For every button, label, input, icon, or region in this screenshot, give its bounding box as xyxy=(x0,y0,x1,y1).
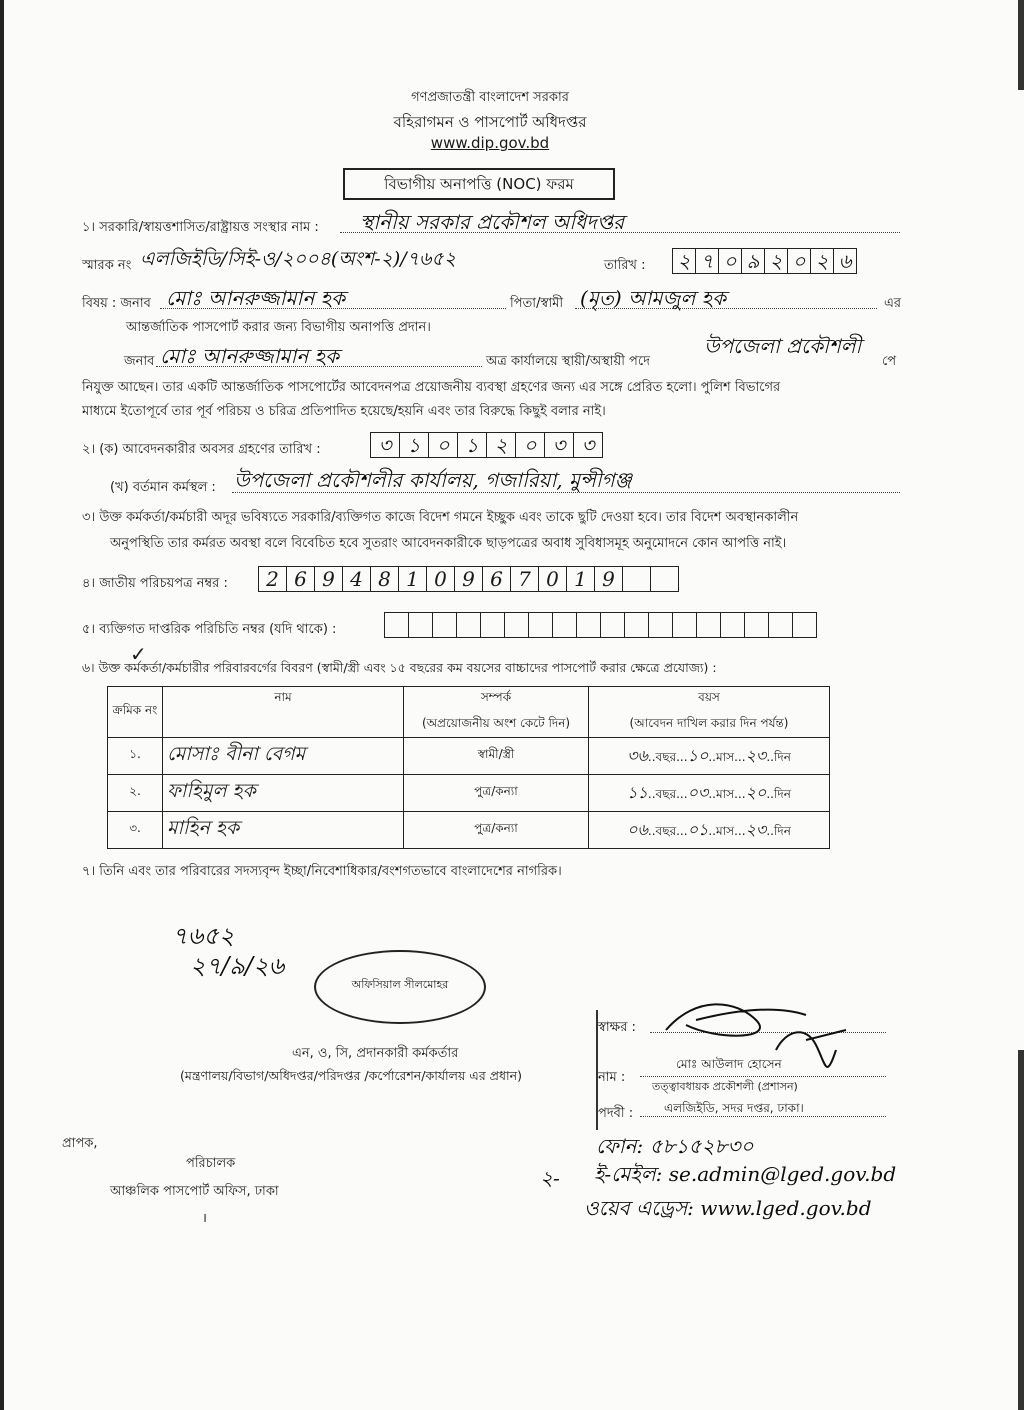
memo-label: স্মারক নং xyxy=(82,258,132,273)
nid-digit: 7 xyxy=(511,567,539,591)
signer-office: এলজিইডি, সদর দপ্তর, ঢাকা। xyxy=(664,1101,804,1115)
row-relation: স্বামী/স্ত্রী xyxy=(404,738,589,775)
signer-post: তত্ত্বাবধায়ক প্রকৌশলী (প্রশাসন) xyxy=(652,1080,798,1093)
body-prefix: জনাব xyxy=(124,354,155,369)
unit-month: মাস xyxy=(716,823,735,838)
unit-day: দিন xyxy=(773,749,791,764)
subject-label: বিষয় : জনাব xyxy=(82,296,151,311)
item2b-label: (খ) বর্তমান কর্মস্থল : xyxy=(110,480,216,495)
age-months: ০৩ xyxy=(687,782,709,802)
row-relation: পুত্র/কন্যা xyxy=(404,812,589,849)
body-line2: নিযুক্ত আছেন। তার একটি আন্তর্জাতিক পাসপোর্টের আবেদনপত্র প্রয়োজনীয় ব্যবস্থা গ্রহণের জন্য এর সঙ্গে প্রেরিত হলো। পুলিশ বিভাগের xyxy=(82,380,781,395)
seal-text: অফিসিয়াল সীলমোহর xyxy=(351,978,449,991)
item4-label: ৪। জাতীয় পরিচয়পত্র নম্বর : xyxy=(82,576,228,591)
date-label: তারিখ : xyxy=(604,258,646,273)
handwritten-date: ২৭/৯/২৬ xyxy=(190,952,285,980)
scan-edge-right-lower xyxy=(1018,1050,1024,1410)
retirement-date-boxes xyxy=(370,432,603,458)
body-suffix: পে xyxy=(882,354,897,369)
nid-digit: 9 xyxy=(315,567,343,591)
recipient-office: আঞ্চলিক পাসপোর্ট অফিস, ঢাকা xyxy=(110,1184,279,1199)
th-relation: সম্পর্ক xyxy=(480,690,512,704)
issuer-title: এন, ও, সি, প্রদানকারী কর্মকর্তার xyxy=(292,1046,459,1061)
family-table xyxy=(107,686,830,849)
item2b-value: উপজেলা প্রকৌশলীর কার্যালয়, গজারিয়া, মুন্সীগঞ্জ xyxy=(234,468,632,492)
body-mid: অত্র কার্যালয়ে স্থায়ী/অস্থায়ী পদে xyxy=(486,354,650,369)
nid-digit: 1 xyxy=(399,567,427,591)
nid-digit: 0 xyxy=(539,567,567,591)
retire-digit: ২ xyxy=(487,433,516,457)
retire-digit: ১ xyxy=(458,433,487,457)
contact-bullet: ২- xyxy=(540,1166,560,1190)
father-label: পিতা/স্বামী xyxy=(510,296,564,311)
nid-digit: 8 xyxy=(371,567,399,591)
row-name: ফাহিমুল হক xyxy=(163,775,404,812)
row-serial: ২. xyxy=(108,775,163,812)
contact-email: ই-মেইল: se.admin@lged.gov.bd xyxy=(594,1162,897,1186)
post-dotline xyxy=(640,1116,886,1117)
handwritten-memo: ৭৬৫২ xyxy=(172,922,235,950)
retire-digit: ০ xyxy=(516,433,545,457)
date-digit: ৯ xyxy=(742,249,765,273)
item5-label: ৫। ব্যক্তিগত দাপ্তরিক পরিচিতি নম্বর (যদি থাকে) : xyxy=(82,622,337,637)
retire-digit: ১ xyxy=(400,433,429,457)
form-title: বিভাগীয় অনাপত্তি (NOC) ফরম xyxy=(343,168,615,200)
name-label: নাম : xyxy=(598,1070,626,1085)
recipient-end: । xyxy=(202,1211,207,1226)
unit-month: মাস xyxy=(715,786,735,801)
father-dotline xyxy=(575,308,877,309)
scan-edge-right xyxy=(1018,0,1024,90)
tick-mark-icon: ✓ xyxy=(130,642,147,666)
item3-line2: অনুপস্থিতি তার কর্মরত অবস্থা বলে বিবেচিত হবে সুতরাং আবেদনকারীকে ছাড়পত্রের অবাধ সুবিধাসমূহ অনুমোদনে কোন আপত্তি নাই। xyxy=(110,536,787,551)
item1-value: স্থানীয় সরকার প্রকৌশল অধিদপ্তর xyxy=(360,210,625,234)
nid-digit: 4 xyxy=(343,567,371,591)
nid-digit: 9 xyxy=(595,567,623,591)
nid-digit: 0 xyxy=(427,567,455,591)
date-digit: ৬ xyxy=(838,249,852,273)
unit-day: দিন xyxy=(773,786,791,801)
subject-dotline xyxy=(160,308,506,309)
age-years: ১১ xyxy=(627,782,648,802)
row-relation: পুত্র/কন্যা xyxy=(404,775,589,812)
date-digit: ২ xyxy=(811,249,834,273)
nid-digit: 2 xyxy=(259,567,287,591)
post-label: পদবী : xyxy=(598,1106,634,1121)
item2b-dotline xyxy=(232,492,900,493)
table-row xyxy=(108,812,830,849)
row-serial: ৩. xyxy=(108,812,163,849)
sign-label: স্বাক্ষর : xyxy=(598,1020,636,1035)
table-row xyxy=(108,738,830,775)
row-age: ০৬..বছর...০১..মাস...২৩..দিন xyxy=(589,812,830,849)
memo-value: এলজিইডি/সিই-ও/২০০৪(অংশ-২)/৭৬৫২ xyxy=(140,248,457,270)
recipient-title: পরিচালক xyxy=(186,1156,236,1171)
item1-dotline xyxy=(340,232,900,233)
item6-label: ৬। উক্ত কর্মকর্তা/কর্মচারীর পরিবারবর্গের বিবরণ (স্বামী/স্ত্রী এবং ১৫ বছরের কম বয়সের বাচ্চাদের পাসপোর্ট করার ক্ষেত্রে প্রযোজ্য) : xyxy=(82,660,717,675)
date-digit: ২ xyxy=(765,249,788,273)
age-years: ৩৬ xyxy=(627,745,648,765)
subject-name: মোঃ আনরুজ্জামান হক xyxy=(166,286,346,310)
unit-month: মাস xyxy=(716,749,735,764)
table-row xyxy=(108,775,830,812)
body-line3: মাধ্যমে ইতোপূর্বে তার পূর্ব পরিচয় ও চরিত্র প্রতিপাদিত হয়েছে/হয়নি এবং তার বিরুদ্ধে কিছুই বলার নাই। xyxy=(82,404,606,419)
nid-boxes xyxy=(258,566,679,592)
th-name: নাম xyxy=(163,687,404,738)
item2a-label: ২। (ক) আবেদনকারীর অবসর গ্রহণের তারিখ : xyxy=(82,442,321,457)
retire-digit: ০ xyxy=(429,433,458,457)
age-days: ২৩ xyxy=(745,745,767,765)
scan-edge-left xyxy=(0,0,4,1410)
retire-digit: ৩ xyxy=(581,433,595,457)
father-name: (মৃত) আমজুল হক xyxy=(580,286,727,310)
th-relation-note: (অপ্রয়োজনীয় অংশ কেটে দিন) xyxy=(421,716,571,730)
body-post: উপজেলা প্রকৌশলী xyxy=(704,334,862,358)
unit-year: বছর xyxy=(655,823,677,838)
issuer-title2: (মন্ত্রণালয়/বিভাগ/অধিদপ্তর/পরিদপ্তর /কর্পোরেশন/কার্যালয় এর প্রধান) xyxy=(180,1068,522,1083)
row-name: মাহিন হক xyxy=(163,812,404,849)
retire-digit: ৩ xyxy=(371,433,400,457)
name-dotline xyxy=(640,1076,886,1077)
contact-web: ওয়েব এড্রেস: www.lged.gov.bd xyxy=(584,1196,872,1220)
row-serial: ১. xyxy=(108,738,163,775)
header-line2: বহিরাগমন ও পাসপোর্ট অধিদপ্তর xyxy=(393,113,587,131)
nid-digit xyxy=(623,567,651,591)
nid-digit xyxy=(651,567,678,591)
date-digit: ২ xyxy=(673,249,696,273)
th-serial: ক্রমিক নং xyxy=(108,687,163,738)
body-name: মোঃ আনরুজ্জামান হক xyxy=(160,344,340,368)
row-age: ১১..বছর...০৩..মাস...২০..দিন xyxy=(589,775,830,812)
header-website: www.dip.gov.bd xyxy=(430,134,550,152)
nid-digit: 1 xyxy=(567,567,595,591)
item7-text: ৭। তিনি এবং তার পরিবারের সদস্যবৃন্দ ইচ্ছা/নিবেশাধিকার/বংশগতভাবে বাংলাদেশের নাগরিক। xyxy=(82,864,562,879)
item3-line1: ৩। উক্ত কর্মকর্তা/কর্মচারী অদূর ভবিষ্যতে সরকারি/ব্যক্তিগত কাজে বিদেশ গমনে ইচ্ছুক এবং তাকে ছুটি দেওয়া হবে। তার বিদেশ অবস্থানকালীন xyxy=(82,510,799,525)
item1-label: ১। সরকারি/স্বায়ত্তশাসিত/রাষ্ট্রায়ত্ত সংস্থার নাম : xyxy=(82,220,319,235)
age-days: ২০ xyxy=(745,782,767,802)
row-age: ৩৬..বছর...১০..মাস...২৩..দিন xyxy=(589,738,830,775)
retire-digit: ৩ xyxy=(545,433,574,457)
nid-digit: 6 xyxy=(287,567,315,591)
recipient-prefix: প্রাপক, xyxy=(62,1136,98,1151)
subject-line2: আন্তর্জাতিক পাসপোর্ট করার জন্য বিভাগীয় অনাপত্তি প্রদান। xyxy=(126,320,431,335)
unit-year: বছর xyxy=(655,749,677,764)
unit-year: বছর xyxy=(655,786,677,801)
date-boxes xyxy=(672,248,857,274)
body-name-dotline xyxy=(156,366,482,367)
contact-phone: ফোন: ৫৮১৫২৮৩০ xyxy=(596,1134,754,1158)
date-digit: ০ xyxy=(719,249,742,273)
subject-suffix: এর xyxy=(884,296,902,311)
official-seal xyxy=(314,950,486,1024)
header-line1: গণপ্রজাতন্ত্রী বাংলাদেশ সরকার xyxy=(411,90,569,105)
nid-digit: 9 xyxy=(455,567,483,591)
official-id-boxes xyxy=(384,612,817,638)
age-months: ০১ xyxy=(687,819,709,839)
date-digit: ০ xyxy=(788,249,811,273)
th-age: বয়স xyxy=(698,690,720,704)
age-years: ০৬ xyxy=(627,819,648,839)
signer-name: মোঃ আউলাদ হোসেন xyxy=(676,1057,782,1071)
age-months: ১০ xyxy=(687,745,709,765)
age-days: ২৩ xyxy=(745,819,767,839)
unit-day: দিন xyxy=(773,823,791,838)
row-name: মোসাঃ বীনা বেগম xyxy=(163,738,404,775)
th-age-note: (আবেদন দাখিল করার দিন পর্যন্ত) xyxy=(629,716,789,730)
date-digit: ৭ xyxy=(696,249,719,273)
nid-digit: 6 xyxy=(483,567,511,591)
